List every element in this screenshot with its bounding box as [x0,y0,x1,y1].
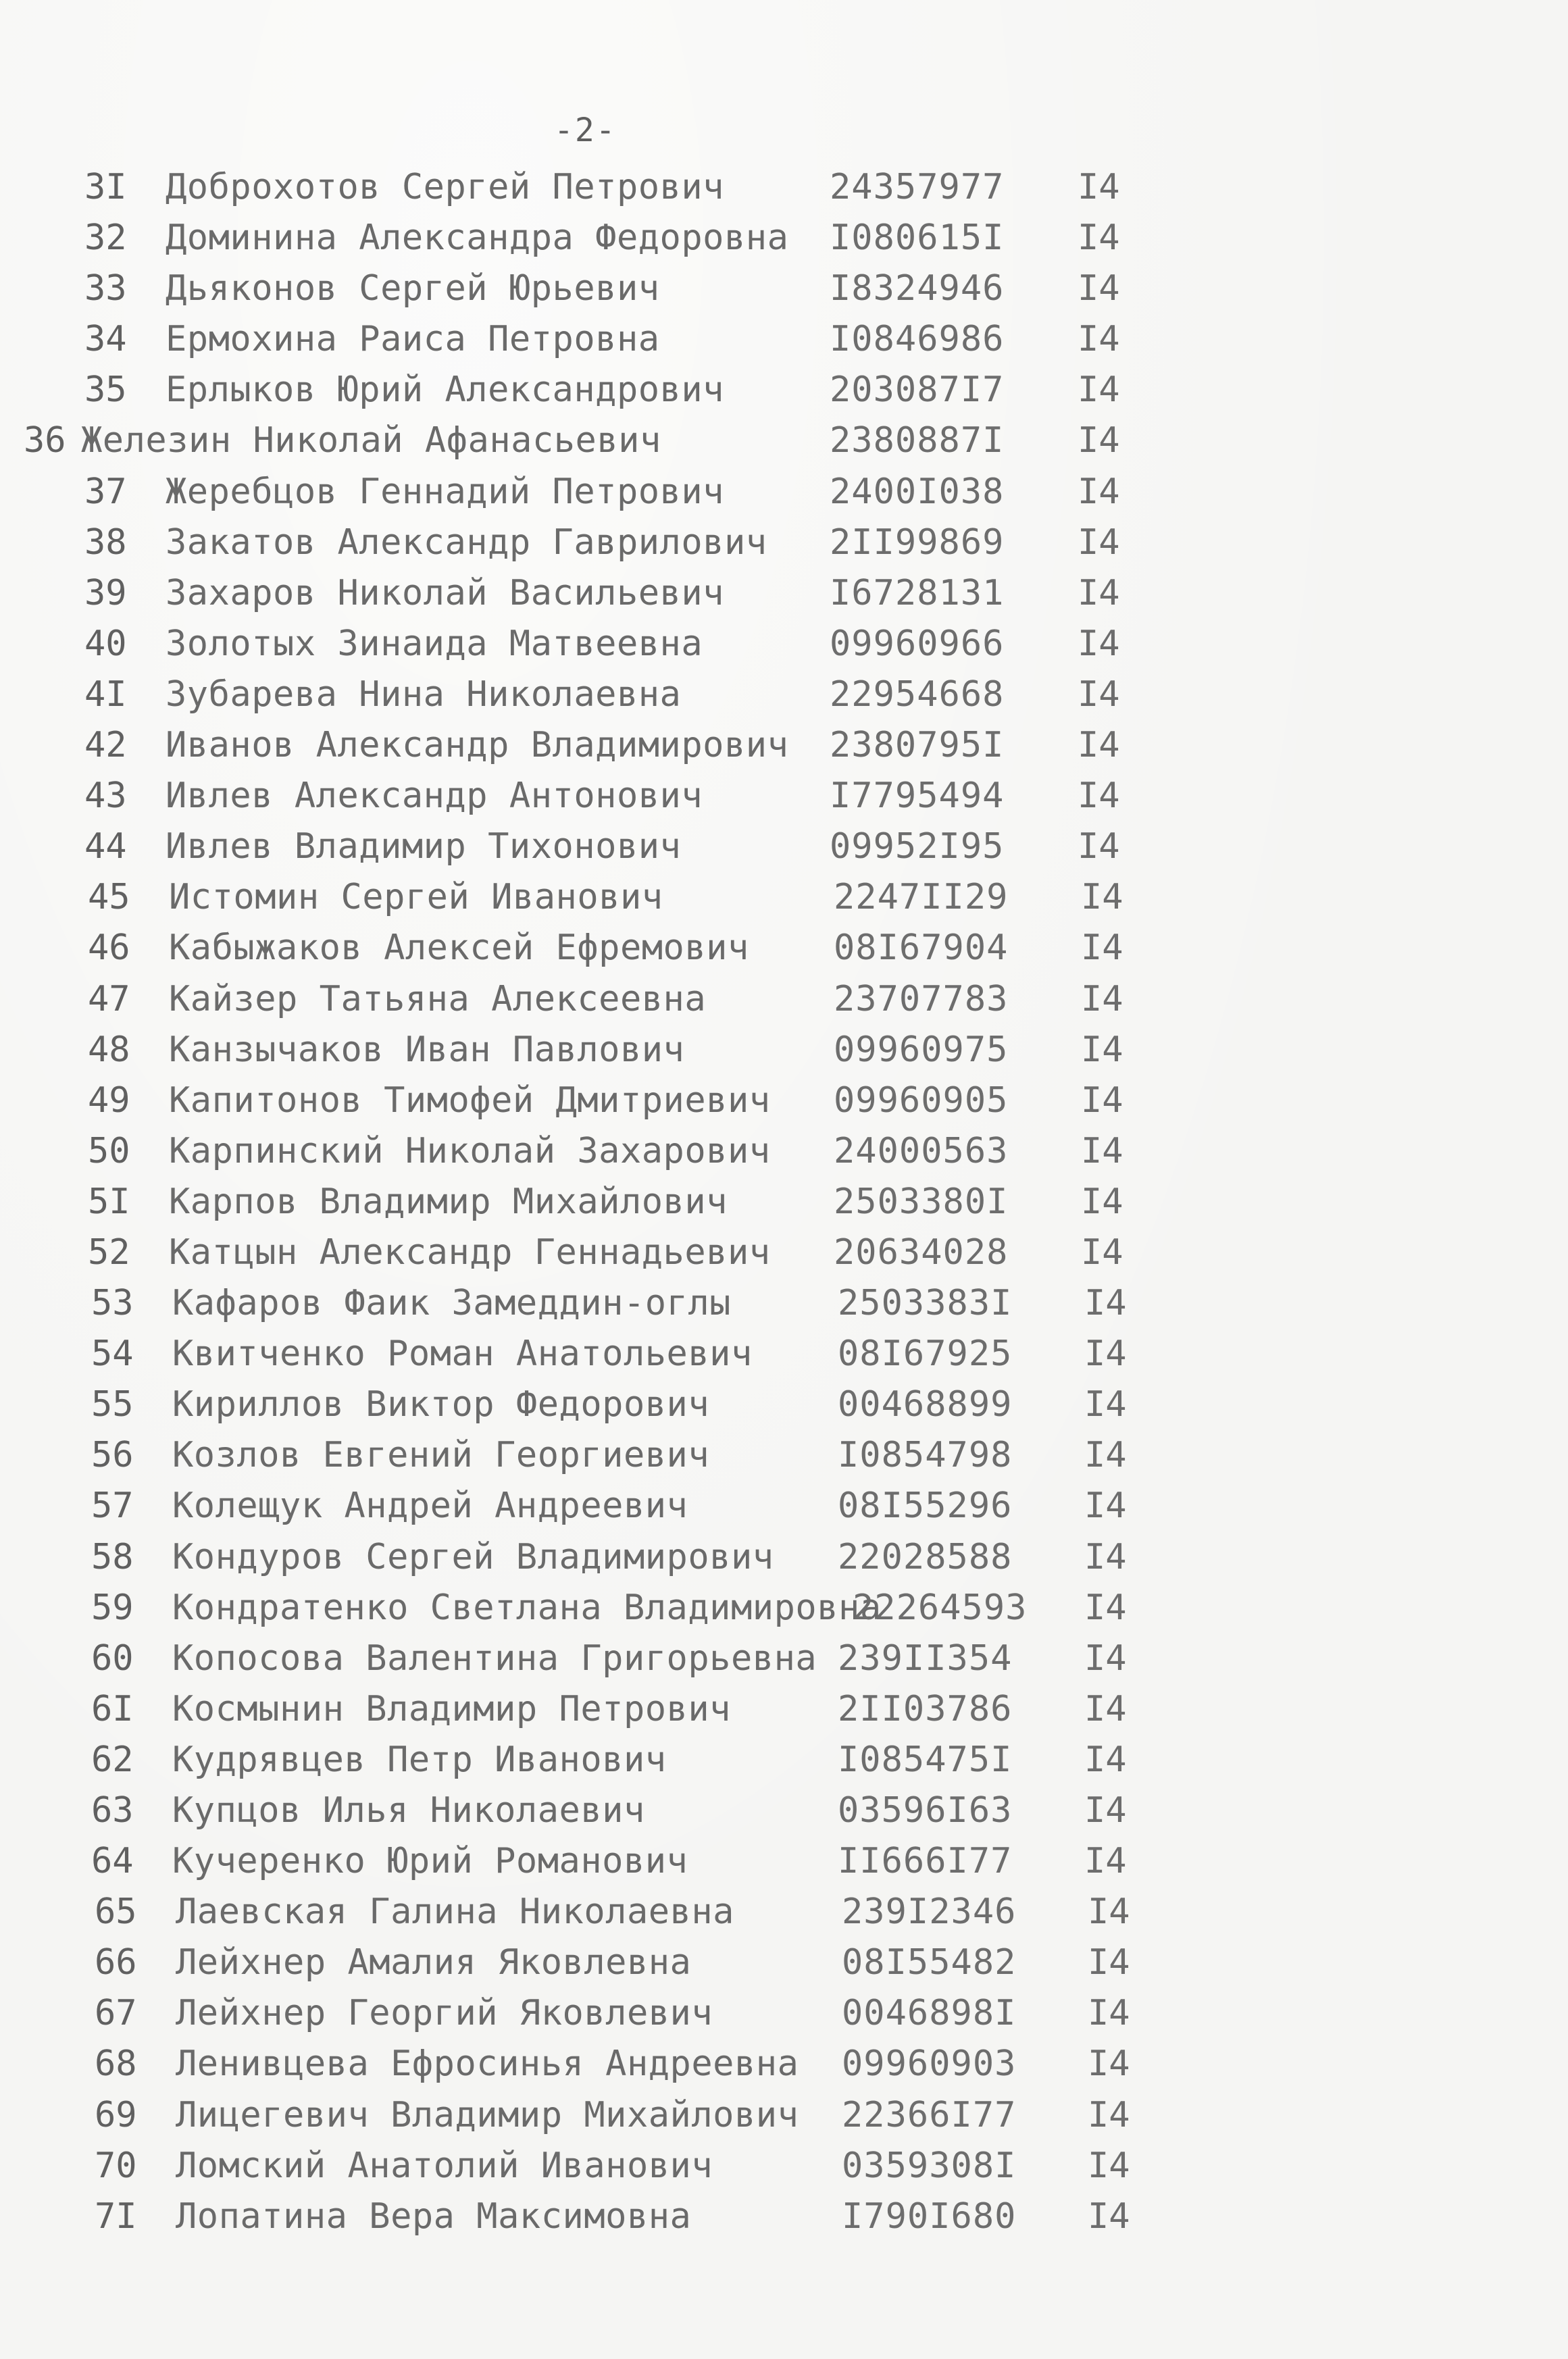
person-name: Ивлев Владимир Тихонович [166,826,682,867]
document-code: 239I2346 [842,1892,1017,1933]
document-code: 2247II29 [834,877,1009,918]
person-name: Кайзер Татьяна Алексеевна [169,978,707,1019]
row-value: I4 [1078,218,1120,259]
row-number: 52 [88,1232,130,1273]
document-code: I7795494 [830,776,1005,817]
document-code: 203087I7 [830,370,1005,411]
row-number: 42 [84,725,127,766]
row-number: 58 [91,1536,134,1577]
list-item [0,1633,1568,1684]
document-code: 22366I77 [842,2094,1017,2135]
row-number: 47 [88,978,130,1019]
row-number: 57 [91,1486,134,1527]
row-number: 35 [84,370,127,411]
list-item [0,1278,1568,1329]
list-item [0,1785,1568,1836]
list-item [0,1988,1568,2039]
document-code: 09960903 [842,2044,1017,2085]
list-item [0,1684,1568,1735]
person-name: Копосова Валентина Григорьевна [172,1638,817,1679]
document-code: 2503383I [838,1283,1013,1324]
row-value: I4 [1081,978,1123,1019]
document-code: I0846986 [830,319,1005,360]
list-item [0,1379,1568,1430]
person-name: Колещук Андрей Андреевич [172,1486,688,1527]
row-number: 68 [95,2044,137,2085]
document-code: 2400I038 [830,471,1005,512]
row-value: I4 [1088,2196,1130,2237]
row-value: I4 [1084,1688,1127,1729]
row-number: 50 [88,1130,130,1171]
row-value: I4 [1088,2094,1130,2135]
row-number: 56 [91,1435,134,1476]
row-number: 64 [91,1841,134,1882]
row-value: I4 [1081,1080,1123,1121]
person-name: Ленивцева Ефросинья Андреевна [176,2044,799,2085]
row-value: I4 [1078,522,1120,563]
person-name: Железин Николай Афанасьевич [81,420,661,461]
person-name: Канзычаков Иван Павлович [169,1029,685,1070]
row-number: 48 [88,1029,130,1070]
person-name: Кондуров Сергей Владимирович [172,1536,774,1577]
row-value: I4 [1088,1942,1130,1983]
person-name: Карпинский Николай Захарович [169,1130,771,1171]
person-name: Космынин Владимир Петрович [172,1688,731,1729]
row-number: 6I [91,1688,134,1729]
row-number: 5I [88,1181,130,1222]
document-code: 24000563 [834,1130,1009,1171]
list-item [0,821,1568,872]
page-number: -2- [554,111,617,149]
list-item [0,771,1568,821]
row-value: I4 [1088,1993,1130,2034]
row-number: 44 [84,826,127,867]
document-code: 09960966 [830,623,1005,664]
row-value: I4 [1084,1638,1127,1679]
name-list [0,162,1568,2242]
person-name: Истомин Сергей Иванович [169,877,663,918]
row-value: I4 [1088,1892,1130,1933]
row-value: I4 [1078,674,1120,715]
row-number: 3I [84,167,127,207]
document-code: 23707783 [834,978,1009,1019]
list-item [0,2090,1568,2141]
list-item [0,1329,1568,1379]
document-code: I0854798 [838,1435,1013,1476]
person-name: Кириллов Виктор Федорович [172,1384,710,1425]
row-value: I4 [1078,167,1120,207]
document-code: 09960975 [834,1029,1009,1070]
row-number: 34 [84,319,127,360]
document-code: 08I55296 [838,1486,1013,1527]
row-number: 7I [95,2196,137,2237]
list-item [0,923,1568,973]
row-number: 67 [95,1993,137,2034]
row-value: I4 [1084,1587,1127,1628]
row-number: 4I [84,674,127,715]
person-name: Лейхнер Георгий Яковлевич [176,1993,713,2034]
row-value: I4 [1084,1384,1127,1425]
person-name: Захаров Николай Васильевич [166,572,724,613]
row-number: 33 [84,268,127,309]
list-item [0,2141,1568,2191]
row-number: 69 [95,2094,137,2135]
row-value: I4 [1081,928,1123,969]
person-name: Ермохина Раиса Петровна [166,319,660,360]
row-value: I4 [1081,1181,1123,1222]
list-item [0,974,1568,1025]
list-item [0,1481,1568,1531]
document-code: 2380887I [830,420,1005,461]
row-value: I4 [1081,1029,1123,1070]
document-code: 00468899 [838,1384,1013,1425]
person-name: Дьяконов Сергей Юрьевич [166,268,660,309]
row-value: I4 [1078,268,1120,309]
row-value: I4 [1078,623,1120,664]
list-item [0,1887,1568,1937]
row-number: 45 [88,877,130,918]
document-code: I790I680 [842,2196,1017,2237]
document-code: I085475I [838,1739,1013,1780]
person-name: Лаевская Галина Николаевна [176,1892,734,1933]
row-value: I4 [1084,1841,1127,1882]
document-code: 2II03786 [838,1688,1013,1729]
list-item [0,314,1568,365]
document-code: 24357977 [830,167,1005,207]
row-value: I4 [1081,1130,1123,1171]
list-item [0,1177,1568,1227]
row-value: I4 [1078,420,1120,461]
document-code: 09960905 [834,1080,1009,1121]
list-item [0,365,1568,415]
person-name: Лопатина Вера Максимовна [176,2196,692,2237]
person-name: Зубарева Нина Николаевна [166,674,682,715]
row-value: I4 [1078,776,1120,817]
list-item [0,619,1568,669]
list-item [0,517,1568,568]
person-name: Кафаров Фаик Замеддин-оглы [172,1283,731,1324]
list-item [0,1075,1568,1126]
list-item [0,720,1568,771]
list-item [0,263,1568,314]
list-item [0,2191,1568,2242]
document-code: 0046898I [842,1993,1017,2034]
person-name: Жеребцов Геннадий Петрович [166,471,724,512]
document-code: 2II99869 [830,522,1005,563]
person-name: Квитченко Роман Анатольевич [172,1334,753,1375]
list-item [0,1583,1568,1633]
person-name: Козлов Евгений Георгиевич [172,1435,710,1476]
row-number: 60 [91,1638,134,1679]
row-number: 39 [84,572,127,613]
person-name: Капитонов Тимофей Дмитриевич [169,1080,771,1121]
document-code: 08I55482 [842,1942,1017,1983]
person-name: Кудрявцев Петр Иванович [172,1739,667,1780]
row-number: 53 [91,1283,134,1324]
row-value: I4 [1084,1283,1127,1324]
row-value: I4 [1078,572,1120,613]
person-name: Карпов Владимир Михайлович [169,1181,728,1222]
row-number: 40 [84,623,127,664]
row-number: 32 [84,218,127,259]
row-number: 36 [24,420,66,461]
document-code: 22954668 [830,674,1005,715]
row-value: I4 [1084,1486,1127,1527]
list-item [0,1532,1568,1583]
row-value: I4 [1078,471,1120,512]
row-value: I4 [1078,319,1120,360]
row-value: I4 [1081,1232,1123,1273]
row-value: I4 [1078,725,1120,766]
document-code: 0359308I [842,2145,1017,2186]
list-item [0,1126,1568,1177]
document-code: I8324946 [830,268,1005,309]
row-value: I4 [1088,2145,1130,2186]
document-code: 03596I63 [838,1790,1013,1831]
person-name: Закатов Александр Гаврилович [166,522,767,563]
document-code: 22264593 [853,1587,1028,1628]
list-item [0,1430,1568,1481]
row-number: 59 [91,1587,134,1628]
row-number: 66 [95,1942,137,1983]
list-item [0,669,1568,720]
list-item [0,213,1568,263]
row-number: 65 [95,1892,137,1933]
person-name: Купцов Илья Николаевич [172,1790,645,1831]
document-code: 09952I95 [830,826,1005,867]
person-name: Кабыжаков Алексей Ефремович [169,928,749,969]
list-item [0,1836,1568,1887]
list-item [0,872,1568,923]
list-item [0,2039,1568,2089]
row-number: 38 [84,522,127,563]
list-item [0,162,1568,213]
person-name: Лейхнер Амалия Яковлевна [176,1942,692,1983]
person-name: Ерлыков Юрий Александрович [166,370,724,411]
person-name: Иванов Александр Владимирович [166,725,789,766]
document-code: I67281З1 [830,572,1005,613]
document-code: 20634028 [834,1232,1009,1273]
document-code: 239II354 [838,1638,1013,1679]
person-name: Доброхотов Сергей Петрович [166,167,724,207]
row-number: 43 [84,776,127,817]
row-value: I4 [1084,1739,1127,1780]
list-item [0,1025,1568,1075]
row-number: 70 [95,2145,137,2186]
person-name: Ивлев Александр Антонович [166,776,703,817]
document-code: 22028588 [838,1536,1013,1577]
list-item [0,1937,1568,1988]
person-name: Катцын Александр Геннадьевич [169,1232,771,1273]
row-value: I4 [1078,826,1120,867]
person-name: Ломский Анатолий Иванович [176,2145,713,2186]
row-value: I4 [1078,370,1120,411]
document-code: 08I67904 [834,928,1009,969]
row-number: 54 [91,1334,134,1375]
row-number: 49 [88,1080,130,1121]
document-code: 08I67925 [838,1334,1013,1375]
person-name: Лицегевич Владимир Михайлович [176,2094,799,2135]
row-value: I4 [1081,877,1123,918]
person-name: Кучеренко Юрий Романович [172,1841,688,1882]
person-name: Доминина Александра Федоровна [166,218,789,259]
document-code: II666I77 [838,1841,1013,1882]
document-code: 2380795I [830,725,1005,766]
list-item [0,415,1568,466]
document-code: 2503380I [834,1181,1009,1222]
row-number: 62 [91,1739,134,1780]
document-code: I080615I [830,218,1005,259]
row-value: I4 [1084,1435,1127,1476]
row-number: 63 [91,1790,134,1831]
person-name: Золотых Зинаида Матвеевна [166,623,703,664]
list-item [0,568,1568,619]
row-number: 46 [88,928,130,969]
row-value: I4 [1084,1334,1127,1375]
list-item [0,467,1568,517]
row-number: 37 [84,471,127,512]
person-name: Кондратенко Светлана Владимировна [172,1587,882,1628]
row-value: I4 [1084,1536,1127,1577]
row-value: I4 [1088,2044,1130,2085]
list-item [0,1227,1568,1278]
row-number: 55 [91,1384,134,1425]
row-value: I4 [1084,1790,1127,1831]
list-item [0,1735,1568,1785]
